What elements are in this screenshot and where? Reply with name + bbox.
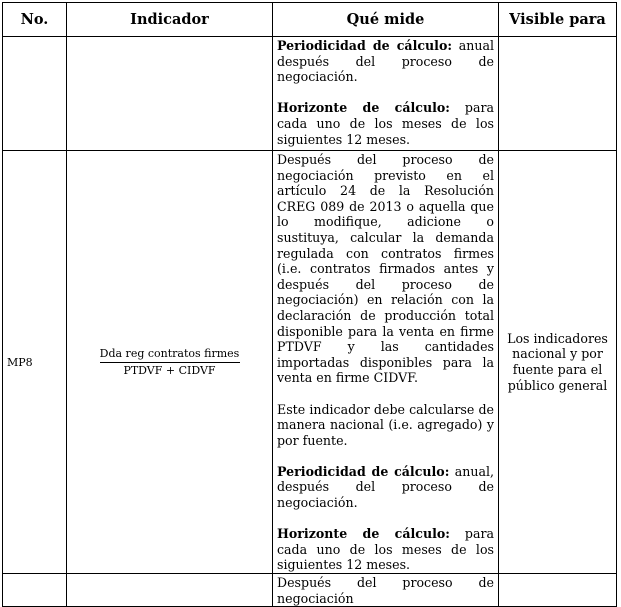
table-row <box>3 37 617 151</box>
no-cell <box>3 574 67 607</box>
indicador-cell <box>67 574 273 607</box>
header-visible-para: Visible para <box>499 3 617 37</box>
paragraph-text: para cada uno de los meses de los siguientes 12 meses. <box>277 100 494 147</box>
header-indicador: Indicador <box>67 3 273 37</box>
paragraph <box>277 526 494 573</box>
que-mide-cell <box>273 151 499 574</box>
paragraph <box>277 152 494 386</box>
paragraph-text: anual, después del proceso de negociación. <box>277 463 494 511</box>
header-que-mide: Qué mide <box>273 3 499 37</box>
visible-cell <box>499 37 617 151</box>
paragraph-text: Este indicador debe calcularse de manera nacional (i.e. agregado) y por fuente. <box>277 401 494 448</box>
paragraph-label: Periodicidad de cálculo: <box>277 38 453 53</box>
visible-cell: Los indicadores nacional y por fuente para el público general <box>499 151 617 574</box>
paragraph-text: Después del proceso de negociación <box>277 575 494 606</box>
paragraph <box>277 38 494 85</box>
que-mide-cell <box>273 37 499 151</box>
formula-numerator: Dda reg contratos firmes <box>100 347 240 363</box>
paragraph <box>277 464 494 511</box>
paragraph-label: Horizonte de cálculo: <box>277 100 450 116</box>
paragraph-text: para cada uno de los meses de los siguientes 12 meses. <box>277 526 494 573</box>
formula-denominator: PTDVF + CIDVF <box>123 363 216 377</box>
table-row-partial <box>3 574 617 607</box>
paragraph-text: anual después del proceso de negociación. <box>277 38 494 85</box>
table-row <box>3 151 617 574</box>
header-no: No. <box>3 3 67 37</box>
paragraph <box>277 402 494 449</box>
table-header-row <box>3 3 617 37</box>
no-cell <box>3 37 67 151</box>
indicators-table <box>2 2 617 607</box>
indicator-formula <box>100 347 240 378</box>
paragraph-label: Periodicidad de cálculo: <box>277 463 450 479</box>
que-mide-cell <box>273 574 499 607</box>
paragraph-label: Horizonte de cálculo: <box>277 526 450 542</box>
no-cell: MP8 <box>3 151 67 574</box>
indicador-cell <box>67 151 273 574</box>
visible-cell <box>499 574 617 607</box>
paragraph-text: Después del proceso de negociación previsto en el artículo 24 de la Resolución CREG 089 de 2013 o aquella que lo modifique, adicione o sustituya, calcular la demanda regulada con contratos firmes (i.e. contratos firmados antes y después del proceso de negociación) en relación con la declaración de producción total disponible para la venta en firme PTDVF y las cantidades importadas disponibles para la venta en firme CIDVF. <box>277 152 494 386</box>
indicador-cell <box>67 37 273 151</box>
paragraph <box>277 575 494 606</box>
paragraph <box>277 100 494 147</box>
